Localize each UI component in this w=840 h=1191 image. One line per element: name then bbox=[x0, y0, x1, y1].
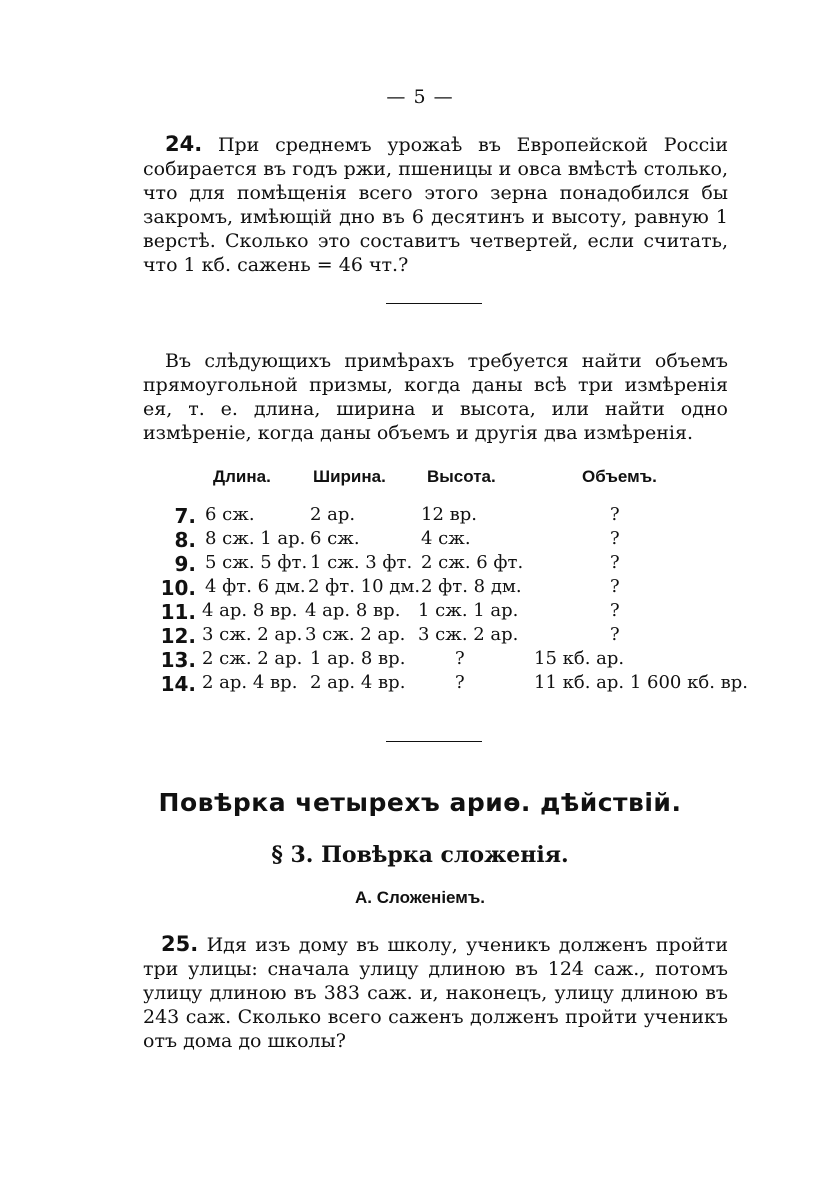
cell-volume: ? bbox=[610, 528, 620, 549]
cell-height: 2 сж. 6 фт. bbox=[421, 552, 524, 573]
table-row bbox=[0, 576, 840, 600]
table-row bbox=[0, 528, 840, 552]
cell-length: 4 фт. 6 дм. bbox=[205, 576, 306, 597]
table-row bbox=[0, 552, 840, 576]
cell-width: 6 сж. bbox=[310, 528, 360, 549]
cell-height: 3 сж. 2 ар. bbox=[418, 624, 519, 645]
cell-volume: ? bbox=[610, 504, 620, 525]
cell-height: ? bbox=[455, 672, 465, 693]
cell-height: 12 вр. bbox=[421, 504, 478, 525]
column-header-width: Ширина. bbox=[313, 467, 386, 486]
cell-height: 2 фт. 8 дм. bbox=[421, 576, 522, 597]
page-number: — 5 — bbox=[386, 86, 454, 108]
row-number: 13. bbox=[160, 648, 196, 672]
table-row bbox=[0, 504, 840, 528]
cell-width: 2 ар. 4 вр. bbox=[310, 672, 406, 693]
divider bbox=[386, 741, 482, 742]
row-number: 8. bbox=[174, 528, 196, 552]
cell-width: 4 ар. 8 вр. bbox=[305, 600, 401, 621]
cell-length: 6 сж. bbox=[205, 504, 255, 525]
problem-text: Идя изъ дому въ школу, ученикъ долженъ пройти три улицы: сначала улицу длиною въ 124 саж., потомъ улицу длиною въ 383 саж. и, наконецъ, улицу длиною въ 243 саж. Сколько всего саженъ долженъ пройти ученикъ отъ дома до школы? bbox=[143, 934, 728, 1052]
cell-volume: 15 кб. ар. bbox=[534, 648, 625, 669]
cell-length: 8 сж. 1 ар. bbox=[205, 528, 306, 549]
cell-volume: 11 кб. ар. 1 600 кб. вр. bbox=[534, 672, 749, 693]
section-title: Повѣрка четырехъ ариѳ. дѣйствій. bbox=[158, 788, 682, 817]
row-number: 11. bbox=[160, 600, 196, 624]
cell-length: 3 сж. 2 ар. bbox=[202, 624, 303, 645]
cell-length: 5 сж. 5 фт. bbox=[205, 552, 308, 573]
cell-length: 2 сж. 2 ар. bbox=[202, 648, 303, 669]
cell-height: 1 сж. 1 ар. bbox=[418, 600, 519, 621]
problem-25 bbox=[143, 932, 728, 1053]
cell-height: 4 сж. bbox=[421, 528, 471, 549]
column-header-height: Высота. bbox=[427, 467, 496, 486]
cell-width: 1 сж. 3 фт. bbox=[310, 552, 413, 573]
cell-width: 3 сж. 2 ар. bbox=[305, 624, 406, 645]
table-row bbox=[0, 600, 840, 624]
problem-number: 24. bbox=[165, 132, 203, 156]
table-row bbox=[0, 648, 840, 672]
divider bbox=[386, 303, 482, 304]
row-number: 10. bbox=[160, 576, 196, 600]
cell-length: 4 ар. 8 вр. bbox=[202, 600, 298, 621]
table-row bbox=[0, 624, 840, 648]
problem-text: При среднемъ урожаѣ въ Европейской Россіи собирается въ годъ ржи, пшеницы и овса вмѣстѣ столько, что для помѣщенія всего этого зерна понадобился бы закромъ, имѣющій дно въ 6 десятинъ и высоту, равную 1 верстѣ. Сколько это составитъ четвертей, если считать, что 1 кб. сажень = 46 чт.? bbox=[143, 134, 728, 276]
problem-number: 25. bbox=[161, 932, 199, 956]
row-number: 9. bbox=[174, 552, 196, 576]
cell-volume: ? bbox=[610, 624, 620, 645]
cell-width: 2 ар. bbox=[310, 504, 356, 525]
column-header-volume: Объемъ. bbox=[582, 467, 657, 486]
intro-paragraph: Въ слѣдующихъ примѣрахъ требуется найти объемъ прямоугольной призмы, когда даны всѣ три измѣренія ея, т. е. длина, ширина и высота, или найти одно измѣреніе, когда даны объемъ и другія два измѣренія. bbox=[143, 350, 728, 444]
row-number: 12. bbox=[160, 624, 196, 648]
cell-volume: ? bbox=[610, 552, 620, 573]
cell-volume: ? bbox=[610, 600, 620, 621]
problem-24 bbox=[143, 132, 728, 277]
table-row bbox=[0, 672, 840, 696]
row-number: 7. bbox=[174, 504, 196, 528]
section-subtitle: § 3. Повѣрка сложенія. bbox=[271, 842, 569, 868]
cell-height: ? bbox=[455, 648, 465, 669]
cell-width: 1 ар. 8 вр. bbox=[310, 648, 406, 669]
cell-length: 2 ар. 4 вр. bbox=[202, 672, 298, 693]
cell-volume: ? bbox=[610, 576, 620, 597]
column-header-length: Длина. bbox=[213, 467, 271, 486]
row-number: 14. bbox=[160, 672, 196, 696]
cell-width: 2 фт. 10 дм. bbox=[308, 576, 421, 597]
section-subsubtitle: А. Сложеніемъ. bbox=[355, 888, 485, 907]
